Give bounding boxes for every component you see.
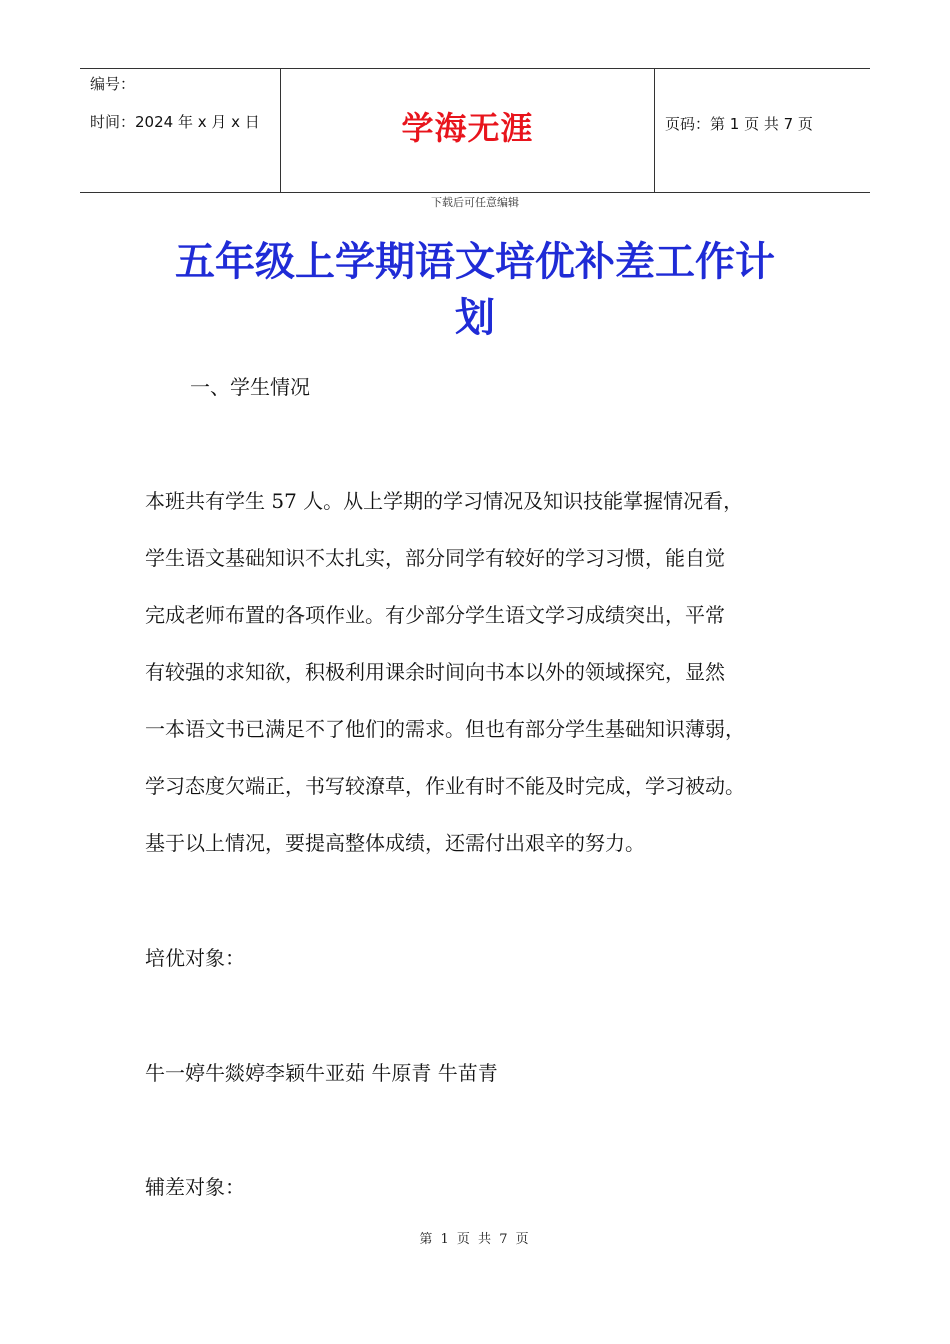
edit-note: 下载后可任意编辑: [431, 196, 519, 209]
section-heading-student-situation: 一、学生情况: [190, 375, 310, 399]
remedial-students-label: 辅差对象：: [145, 1175, 245, 1199]
page-code: 页码：第 1 页 共 7 页: [665, 115, 813, 133]
title-line-2: 划: [455, 294, 495, 341]
document-title: [140, 234, 810, 346]
paragraph-line: 完成老师布置的各项作业。有少部分学生语文学习成绩突出，平常: [145, 603, 725, 627]
date-line: 时间：2024 年 x 月 x 日: [90, 113, 260, 131]
paragraph-line: 学习态度欠端正，书写较潦草，作业有时不能及时完成，学习被动。: [145, 774, 745, 798]
serial-label: 编号：: [90, 75, 136, 93]
brand-title: 学海无涯: [401, 109, 534, 147]
title-line-1: 五年级上学期语文培优补差工作计: [175, 238, 775, 285]
excellent-students-names: 牛一婷牛燚婷李颖牛亚茹 牛原青 牛苗青: [145, 1061, 498, 1085]
paragraph-line: 本班共有学生 57 人。从上学期的学习情况及知识技能掌握情况看，: [145, 489, 744, 513]
footer-page-number: 第 1 页 共 7 页: [419, 1232, 531, 1247]
paragraph-line: 学生语文基础知识不太扎实，部分同学有较好的学习习惯，能自觉: [145, 546, 725, 570]
header-divider-right: [654, 69, 655, 193]
excellent-students-label: 培优对象：: [145, 946, 245, 970]
document-header: [80, 68, 870, 193]
paragraph-line: 有较强的求知欲，积极利用课余时间向书本以外的领域探究，显然: [145, 660, 725, 684]
paragraph-line: 基于以上情况，要提高整体成绩，还需付出艰辛的努力。: [145, 831, 645, 855]
paragraph-line: 一本语文书已满足不了他们的需求。但也有部分学生基础知识薄弱，: [145, 717, 745, 741]
